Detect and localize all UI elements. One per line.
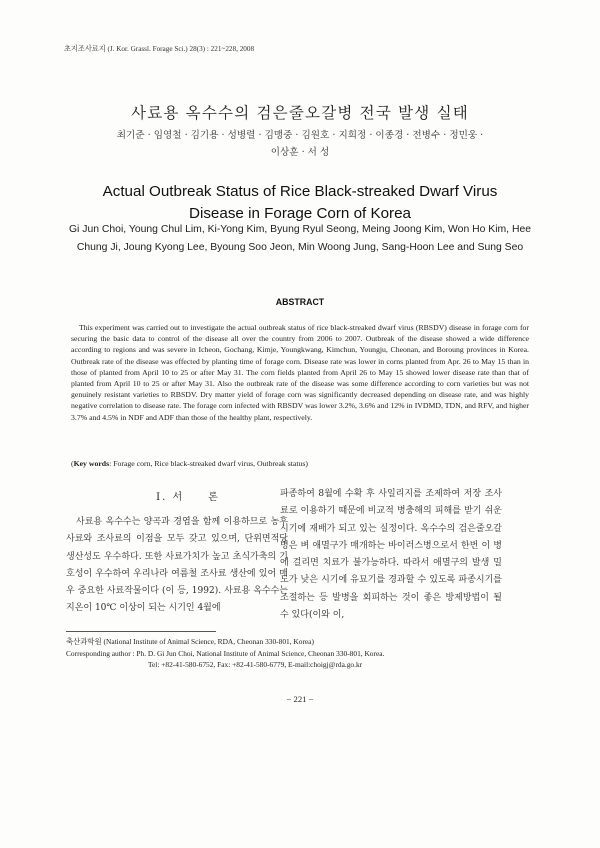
journal-citation: 초지조사료지 (J. Kor. Grassl. Forage Sci.) 28(3) : 221~228, 2008 [64,45,255,53]
abstract-body: This experiment was carried out to investigate the actual outbreak status of rice black-streaked dwarf virus (RBSDV) disease in forage corn for securing the basic data to control of the disease all over the country from 2006 to 2007. Outbreak of the disease showed a wide difference according to regions and was severe in Icheon, Gochang, Kimje, Youngkwang, Kimchun, Youngju, Cheonan, and Boroung provinces in Korea. Outbreak rate of the disease was effected by planting time of forage corn. Disease rate was lower in corns planted from Apr. 26 to May 15 than in those of planted from April 10 to 25 or after May 31. The corn fields planted from April 26 to May 15 showed lower disease rate than that of planted from April 10 to 25 or after May 31. Also the outbreak rate of the disease was some difference according to corn varieties but was not genuinely resistant varieties to RBSDV. Dry matter yield of forage corn was significantly decreased depending on disease rate, and was highly negative correlation to disease rate. The forage corn infected with RBSDV was lower 3.2%, 3.6% and 12% in IVDMD, TDN, and RFV, and higher 3.7% and 4.5% in NDF and ADF than those of the healthy plant, respectively. [71,323,529,422]
footnote-contact: Tel: +82-41-580-6752, Fax: +82-41-580-6779, E-mail:choigj@rda.go.kr [148,660,363,669]
english-title [60,181,540,225]
korean-authors [70,127,530,161]
keywords [71,458,529,469]
keywords-text: : Forage corn, Rice black-streaked dwarf virus, Outbreak status) [109,459,308,468]
english-title-line-2: Disease in Forage Corn of Korea [188,205,412,222]
keywords-label: Key words [73,459,110,468]
abstract-heading: ABSTRACT [275,297,325,307]
page-number: − 221 − [286,694,314,704]
keywords-open-paren: ( [71,459,74,468]
korean-title: 사료용 옥수수의 검은줄오갈병 전국 발생 실태 [131,104,469,122]
english-title-line-1: Actual Outbreak Status of Rice Black-streaked Dwarf Virus [102,183,498,200]
english-authors: Gi Jun Choi, Young Chul Lim, Ki-Yong Kim, Byung Ryul Seong, Meing Joong Kim, Won Ho Kim, Hee Chung Ji, Joung Kyong Lee, Byoung Soo Jeon, Min Woong Jung, Sang-Hoon Lee and Sung Seo [68,224,532,253]
korean-authors-line-2: 이상훈 · 서 성 [270,147,330,158]
korean-authors-line-1: 최기준 · 임영철 · 김기용 · 성병렬 · 김맹중 · 김원호 · 지희정 · 이종경 · 전병수 · 정민웅 · [116,130,484,141]
footnote-affiliation: 축산과학원 (National Institute of Animal Science, RDA, Cheonan 330-801, Korea) [66,637,314,646]
footnote-corresponding-author: Corresponding author : Ph. D. Gi Jun Choi, National Institute of Animal Science, Cheonan 330-801, Korea. [66,649,385,658]
introduction-left-column: 사료용 옥수수는 양곡과 경엽을 함께 이용하므로 농후사료와 조사료의 이점을 모두 갖고 있으며, 단위면적당 생산성도 우수하다. 또한 사료가치가 높고 초식가축의 기호성이 우수하여 우리나라 여름철 조사료 생산에 있어 매우 중요한 사료작물이다 (이 등, 1992). 사료용 옥수수는 지온이 10℃ 이상이 되는 시기인 4월에 [66,517,288,614]
introduction-right-column: 파종하여 8월에 수확 후 사일리지를 조제하여 저장 조사료로 이용하기 때문에 비교적 병충해의 피해를 받기 쉬운 시기에 재배가 되고 있는 실정이다. 옥수수의 검은줄오갈병은 벼 애멸구가 매개하는 바이러스병으로서 한번 이 병에 걸리면 치료가 불가능하다. 따라서 애멸구의 발생 밀도가 낮은 시기에 유묘기를 경과할 수 있도록 파종시기를 조절하는 등 발병을 회피하는 것이 좋은 방제방법이 될 수 있다(이와 이, [280,489,502,621]
footnote-divider [66,631,216,632]
introduction-heading: Ⅰ. 서 론 [156,492,220,503]
